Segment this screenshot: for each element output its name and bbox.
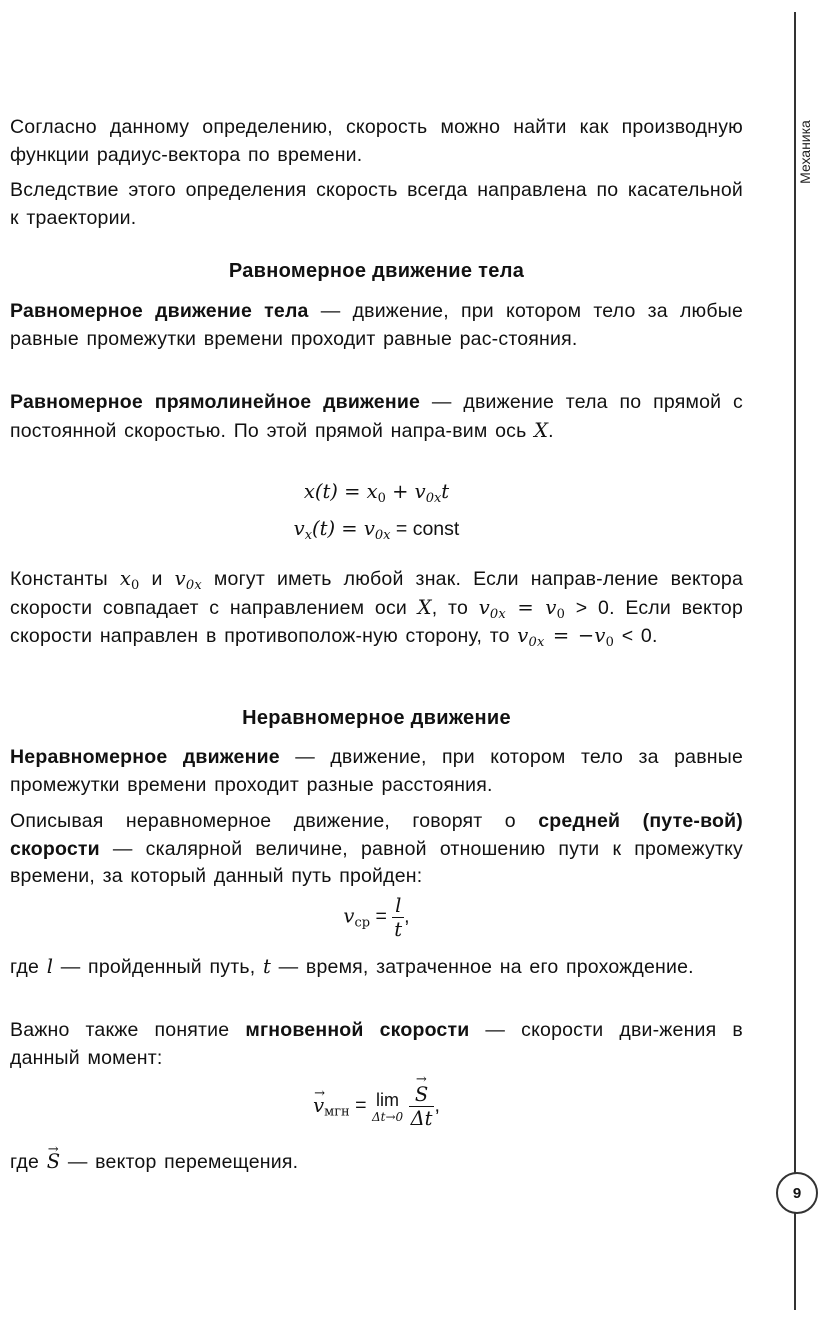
paragraph-tangent: Вследствие этого определения скорость всегда направлена по касательной к траектории. — [10, 179, 743, 229]
equation-average-speed: $v_{ср}$ = $\frac{l}{t}$ , — [343, 894, 410, 941]
term-uniform-motion: Равномерное движение тела — [10, 300, 309, 322]
sidebar-rule — [794, 12, 796, 1310]
paragraph-uniform-definition: Равномерное движение тела — движение, при котором тело за любые равные промежутки времени проходит равные рас-стояния. — [10, 300, 743, 350]
page-number: 9 — [776, 1172, 818, 1214]
limit-operator: lim Δt→0 — [371, 1089, 404, 1124]
term-instant-speed: мгновенной скорости — [245, 1019, 470, 1041]
paragraph-instant-speed: Важно также понятие мгновенной скорости — скорости дви-жения в данный момент: — [10, 1019, 743, 1069]
equation-position: $x(t) = x_0 + v_{0x}t$ — [303, 480, 450, 506]
heading-uniform-motion: Равномерное движение тела — [228, 260, 525, 282]
fraction-s-over-dt: → $\frac{S}{\Delta t}$ — [409, 1085, 435, 1128]
term-uniform-rectilinear: Равномерное прямолинейное движение — [10, 391, 421, 413]
paragraph-uniform-rectilinear: Равномерное прямолинейное движение — движение тела по прямой с постоянной скоростью. По этой прямой напра-вим ось X. — [10, 391, 743, 442]
equation-instant-speed: → $v_{мгн}$ = lim Δt→0 → $\frac{S}{\Delta t}$ , — [10, 1085, 743, 1128]
fraction-l-over-t: $\frac{l}{t}$ — [394, 894, 403, 941]
equation-velocity: $v_x(t) = v_{0x}$ = const — [293, 517, 460, 543]
paragraph-derivative: Согласно данному определению, скорость можно найти как производную функции радиус-вектора по времени. — [10, 116, 743, 166]
heading-nonuniform-motion: Неравномерное движение — [242, 707, 511, 729]
term-nonuniform-motion: Неравномерное движение — [10, 746, 280, 768]
paragraph-nonuniform-definition: Неравномерное движение — движение, при котором тело за равные промежутки времени проходит разные расстояния. — [10, 746, 743, 796]
paragraph-average-speed: Описывая неравномерное движение, говорят о средней (путе-вой) скорости — скалярной величине, равной отношению пути к промежутку времени, за который данный путь пройден: — [10, 810, 743, 887]
paragraph-displacement: где → S — вектор перемещения. — [10, 1148, 743, 1177]
paragraph-constants: Константы $x_0$ и $v_{0x}$ могут иметь любой знак. Если направ-ление вектора скорости совпадает с направлением оси X, то $v_{0x} = v_0 > 0$. Если вектор скорости направлен в противополож-ную сторону, то $v_{0x} = -v_0 < 0$. — [10, 567, 743, 650]
term-average-speed: средней (путе-вой) скорости — [10, 810, 743, 860]
paragraph-where-l-t: где l — пройденный путь, t — время, затраченное на его прохождение. — [10, 955, 694, 978]
